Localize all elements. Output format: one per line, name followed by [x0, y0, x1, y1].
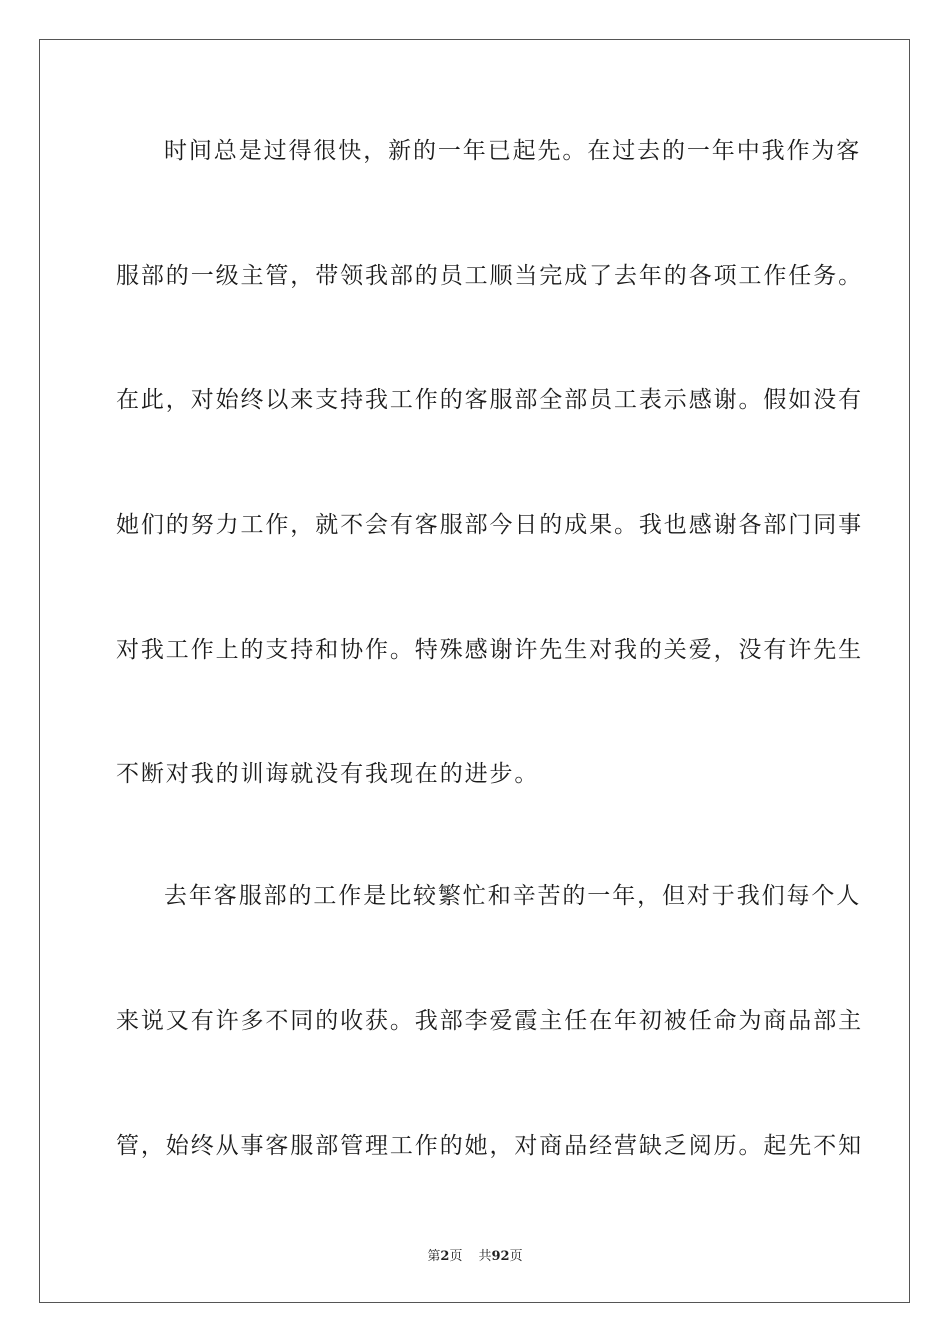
- current-page-number: 2: [440, 1249, 450, 1264]
- total-suffix: 页: [509, 1249, 523, 1264]
- text-line: 时间总是过得很快，新的一年已起先。在过去的一年中我作为客: [164, 138, 862, 164]
- text-line: 来说又有许多不同的收获。我部李爱霞主任在年初被任命为商品部主: [116, 1008, 863, 1034]
- total-prefix: 共: [478, 1249, 492, 1264]
- text-line: 她们的努力工作，就不会有客服部今日的成果。我也感谢各部门同事: [116, 512, 863, 538]
- text-line: 管，始终从事客服部管理工作的她，对商品经营缺乏阅历。起先不知: [116, 1133, 863, 1159]
- page-border: [39, 39, 910, 1303]
- page-prefix: 第: [427, 1249, 441, 1264]
- text-line: 在此，对始终以来支持我工作的客服部全部员工表示感谢。假如没有: [116, 387, 863, 413]
- text-line: 对我工作上的支持和协作。特殊感谢许先生对我的关爱，没有许先生: [116, 637, 863, 663]
- text-line: 服部的一级主管，带领我部的员工顺当完成了去年的各项工作任务。: [116, 263, 863, 289]
- page-suffix: 页: [449, 1249, 463, 1264]
- text-line: 不断对我的训诲就没有我现在的进步。: [116, 761, 540, 787]
- text-line: 去年客服部的工作是比较繁忙和辛苦的一年，但对于我们每个人: [164, 883, 862, 909]
- total-page-count: 92: [491, 1249, 510, 1264]
- page-footer: [0, 1248, 950, 1266]
